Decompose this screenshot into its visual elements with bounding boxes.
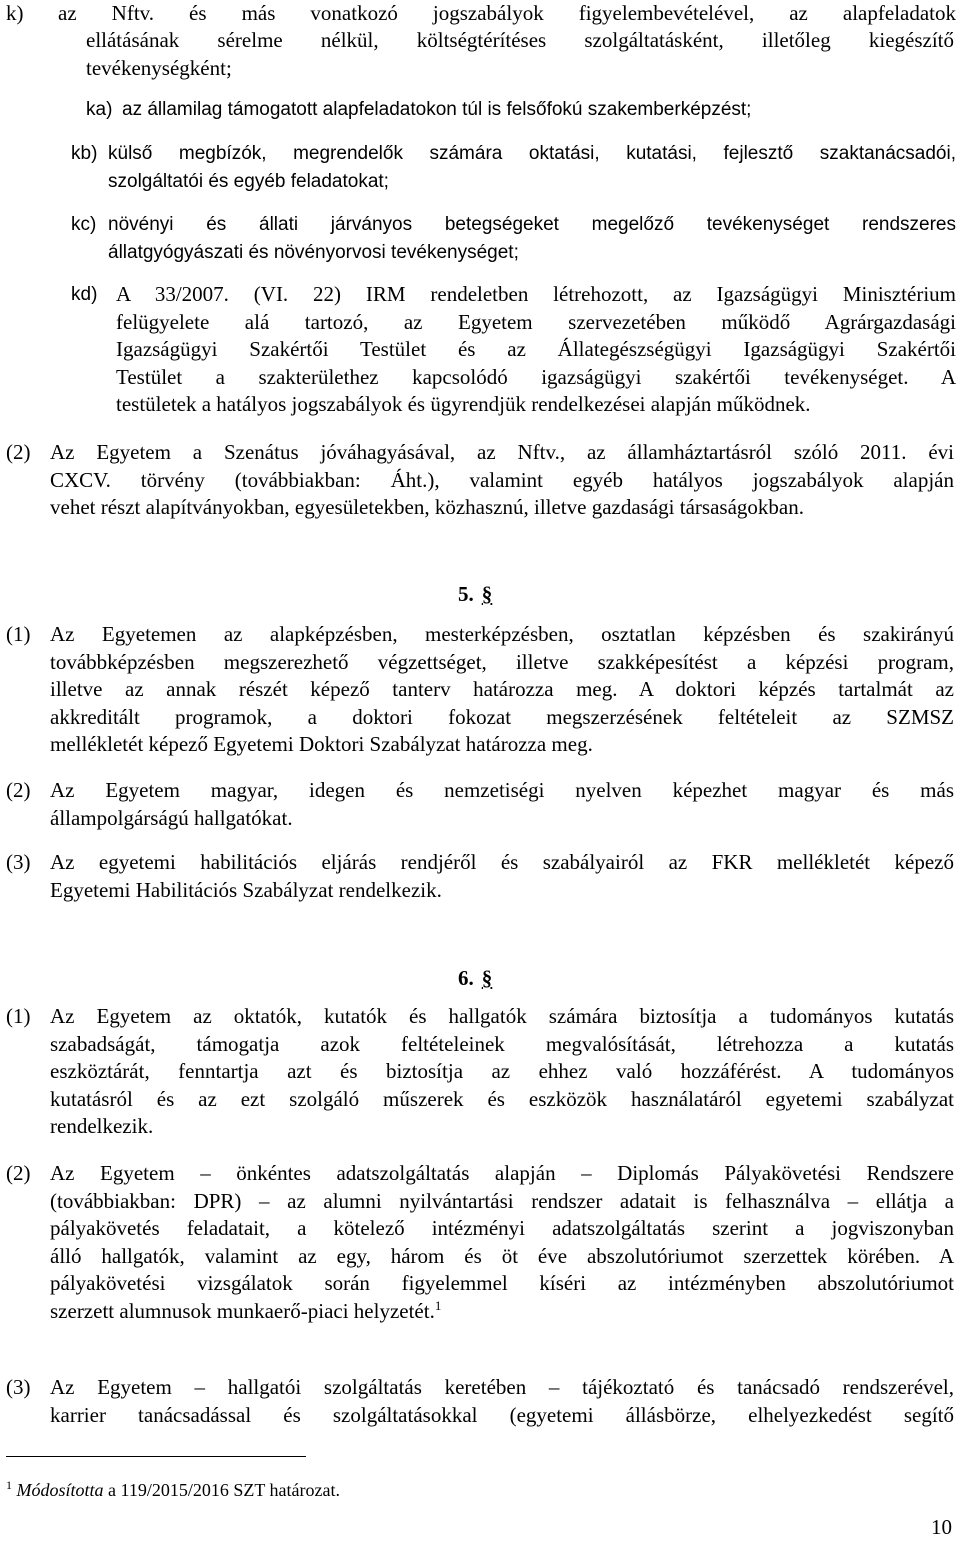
paragraph-6-3-text: Az Egyetem – hallgatói szolgáltatás keretében – tájékoztató és tanácsadó rendszerével, karrier tanácsadással és szolgáltatásokkal (egyetemi állásbörze, elhelyezkedést segítő bbox=[50, 1375, 954, 1427]
item-k-text-cont: ellátásának sérelme nélkül, költségtérítéses szolgáltatásként, illetőleg kiegészítő tevékenységként; bbox=[86, 28, 954, 80]
paragraph-5-3-text: Az egyetemi habilitációs eljárás rendjéről és szabályairól az FKR mellékletét képező Egyetemi Habilitációs Szabályzat rendelkezik. bbox=[50, 850, 954, 902]
item-kd-text: A 33/2007. (VI. 22) IRM rendeletben létrehozott, az Igazságügyi Minisztérium felügyelete alá tartozó, az Egyetem szervezetében működő Agrárgazdasági Igazságügyi Szakértői Testület és az Állategészségügyi Igazságügyi Szakértői Testület a szakterülethez kapcsolódó igazságügyi szakértői tevékenységet. A testületek a hatályos jogszabályok és ügyrendjük rendelkezései alapján működnek. bbox=[116, 282, 956, 416]
paragraph-label-6-3: (3) bbox=[6, 1375, 31, 1399]
paragraph-label-4-2: (2) bbox=[6, 440, 31, 464]
item-label-kb: kb) bbox=[71, 143, 98, 164]
item-label-kd: kd) bbox=[71, 284, 98, 305]
paragraph-6-1-text: Az Egyetem az oktatók, kutatók és hallgatók számára biztosítja a tudományos kutatás szabadságát, támogatja azok feltételeinek megvalósítását, létrehozza a kutatás eszköztárát, fenntartja azt és biztosítja az ehhez való hozzáférést. A tudományos kutatásról és az ezt szolgáló műszerek és eszközök használatáról egyetemi szabályzat rendelkezik. bbox=[50, 1004, 954, 1138]
section-number: 5. bbox=[458, 582, 474, 606]
item-kc-text: növényi és állati járványos betegségeket megelőző tevékenységet rendszeres állatgyógyászati és növényorvosi tevékenységet; bbox=[108, 214, 956, 263]
page-number: 10 bbox=[931, 1515, 952, 1539]
section-sign: § bbox=[481, 582, 493, 606]
item-label-ka: ka) bbox=[86, 99, 113, 120]
footnote bbox=[6, 1472, 340, 1505]
item-kb-text: külső megbízók, megrendelők számára oktatási, kutatási, fejlesztő szaktanácsadói, szolgáltatói és egyéb feladatokat; bbox=[108, 143, 956, 192]
paragraph-5-1-text: Az Egyetemen az alapképzésben, mesterképzésben, osztatlan képzésben és szakirányú továbbképzésben megszerezhető végzettséget, illetve szakképesítést a képzési program, illetve az annak részét képező tanterv határozza meg. A doktori képzés tartalmát az akkreditált programok, a doktori fokozat megszerzésének feltételeit az SZMSZ mellékletét képező Egyetemi Doktori Szabályzat határozza meg. bbox=[50, 622, 954, 756]
section-number: 6. bbox=[458, 966, 474, 990]
section-heading-6 bbox=[458, 965, 492, 993]
paragraph-4-2-text: Az Egyetem a Szenátus jóváhagyásával, az Nftv., az államháztartásról szóló 2011. évi CXCV. törvény (továbbiakban: Áht.), valamint egyéb hatályos jogszabályok alapján vehet részt alapítványokban, egyesületekben, közhasznú, illetve gazdasági társaságokban. bbox=[50, 440, 954, 519]
item-k-text: az Nftv. és más vonatkozó jogszabályok figyelembevételével, az alapfeladatok bbox=[58, 1, 956, 25]
footnote-separator bbox=[6, 1456, 306, 1457]
item-label-kc: kc) bbox=[71, 214, 97, 235]
item-ka-text: az államilag támogatott alapfeladatokon túl is felsőfokú szakemberképzést; bbox=[122, 99, 752, 120]
footnote-italic-text: Módosította bbox=[16, 1480, 104, 1500]
footnote-text: a 119/2015/2016 SZT határozat. bbox=[103, 1480, 340, 1500]
footnote-reference[interactable]: 1 bbox=[434, 1297, 442, 1313]
paragraph-6-2-text: Az Egyetem – önkéntes adatszolgáltatás alapján – Diplomás Pályakövetési Rendszere (továbbiakban: DPR) – az alumni nyilvántartási rendszer adatait is felhasználva – ellátja a pályakövetés feladatait, a kötelező intézményi adatszolgáltatás szerint a jogviszonyban álló hallgatók, valamint az egy, három és öt éve abszolutóriumot szerzettek körében. A pályakövetési vizsgálatok során figyelemmel kíséri az intézményben abszolutóriumot szerzett alumnusok munkaerő-piaci helyzetét.$^1$ bbox=[50, 1161, 954, 1323]
paragraph-label-6-2: (2) bbox=[6, 1161, 31, 1185]
section-sign: § bbox=[481, 966, 493, 990]
paragraph-label-5-3: (3) bbox=[6, 850, 31, 874]
paragraph-label-6-1: (1) bbox=[6, 1004, 31, 1028]
section-heading-5 bbox=[458, 581, 492, 609]
paragraph-5-2-text: Az Egyetem magyar, idegen és nemzetiségi nyelven képezhet magyar és más állampolgárságú hallgatókat. bbox=[50, 778, 954, 830]
footnote-marker: 1 bbox=[6, 1478, 12, 1492]
item-label-k: k) bbox=[6, 1, 24, 25]
paragraph-label-5-1: (1) bbox=[6, 622, 31, 646]
paragraph-label-5-2: (2) bbox=[6, 778, 31, 802]
